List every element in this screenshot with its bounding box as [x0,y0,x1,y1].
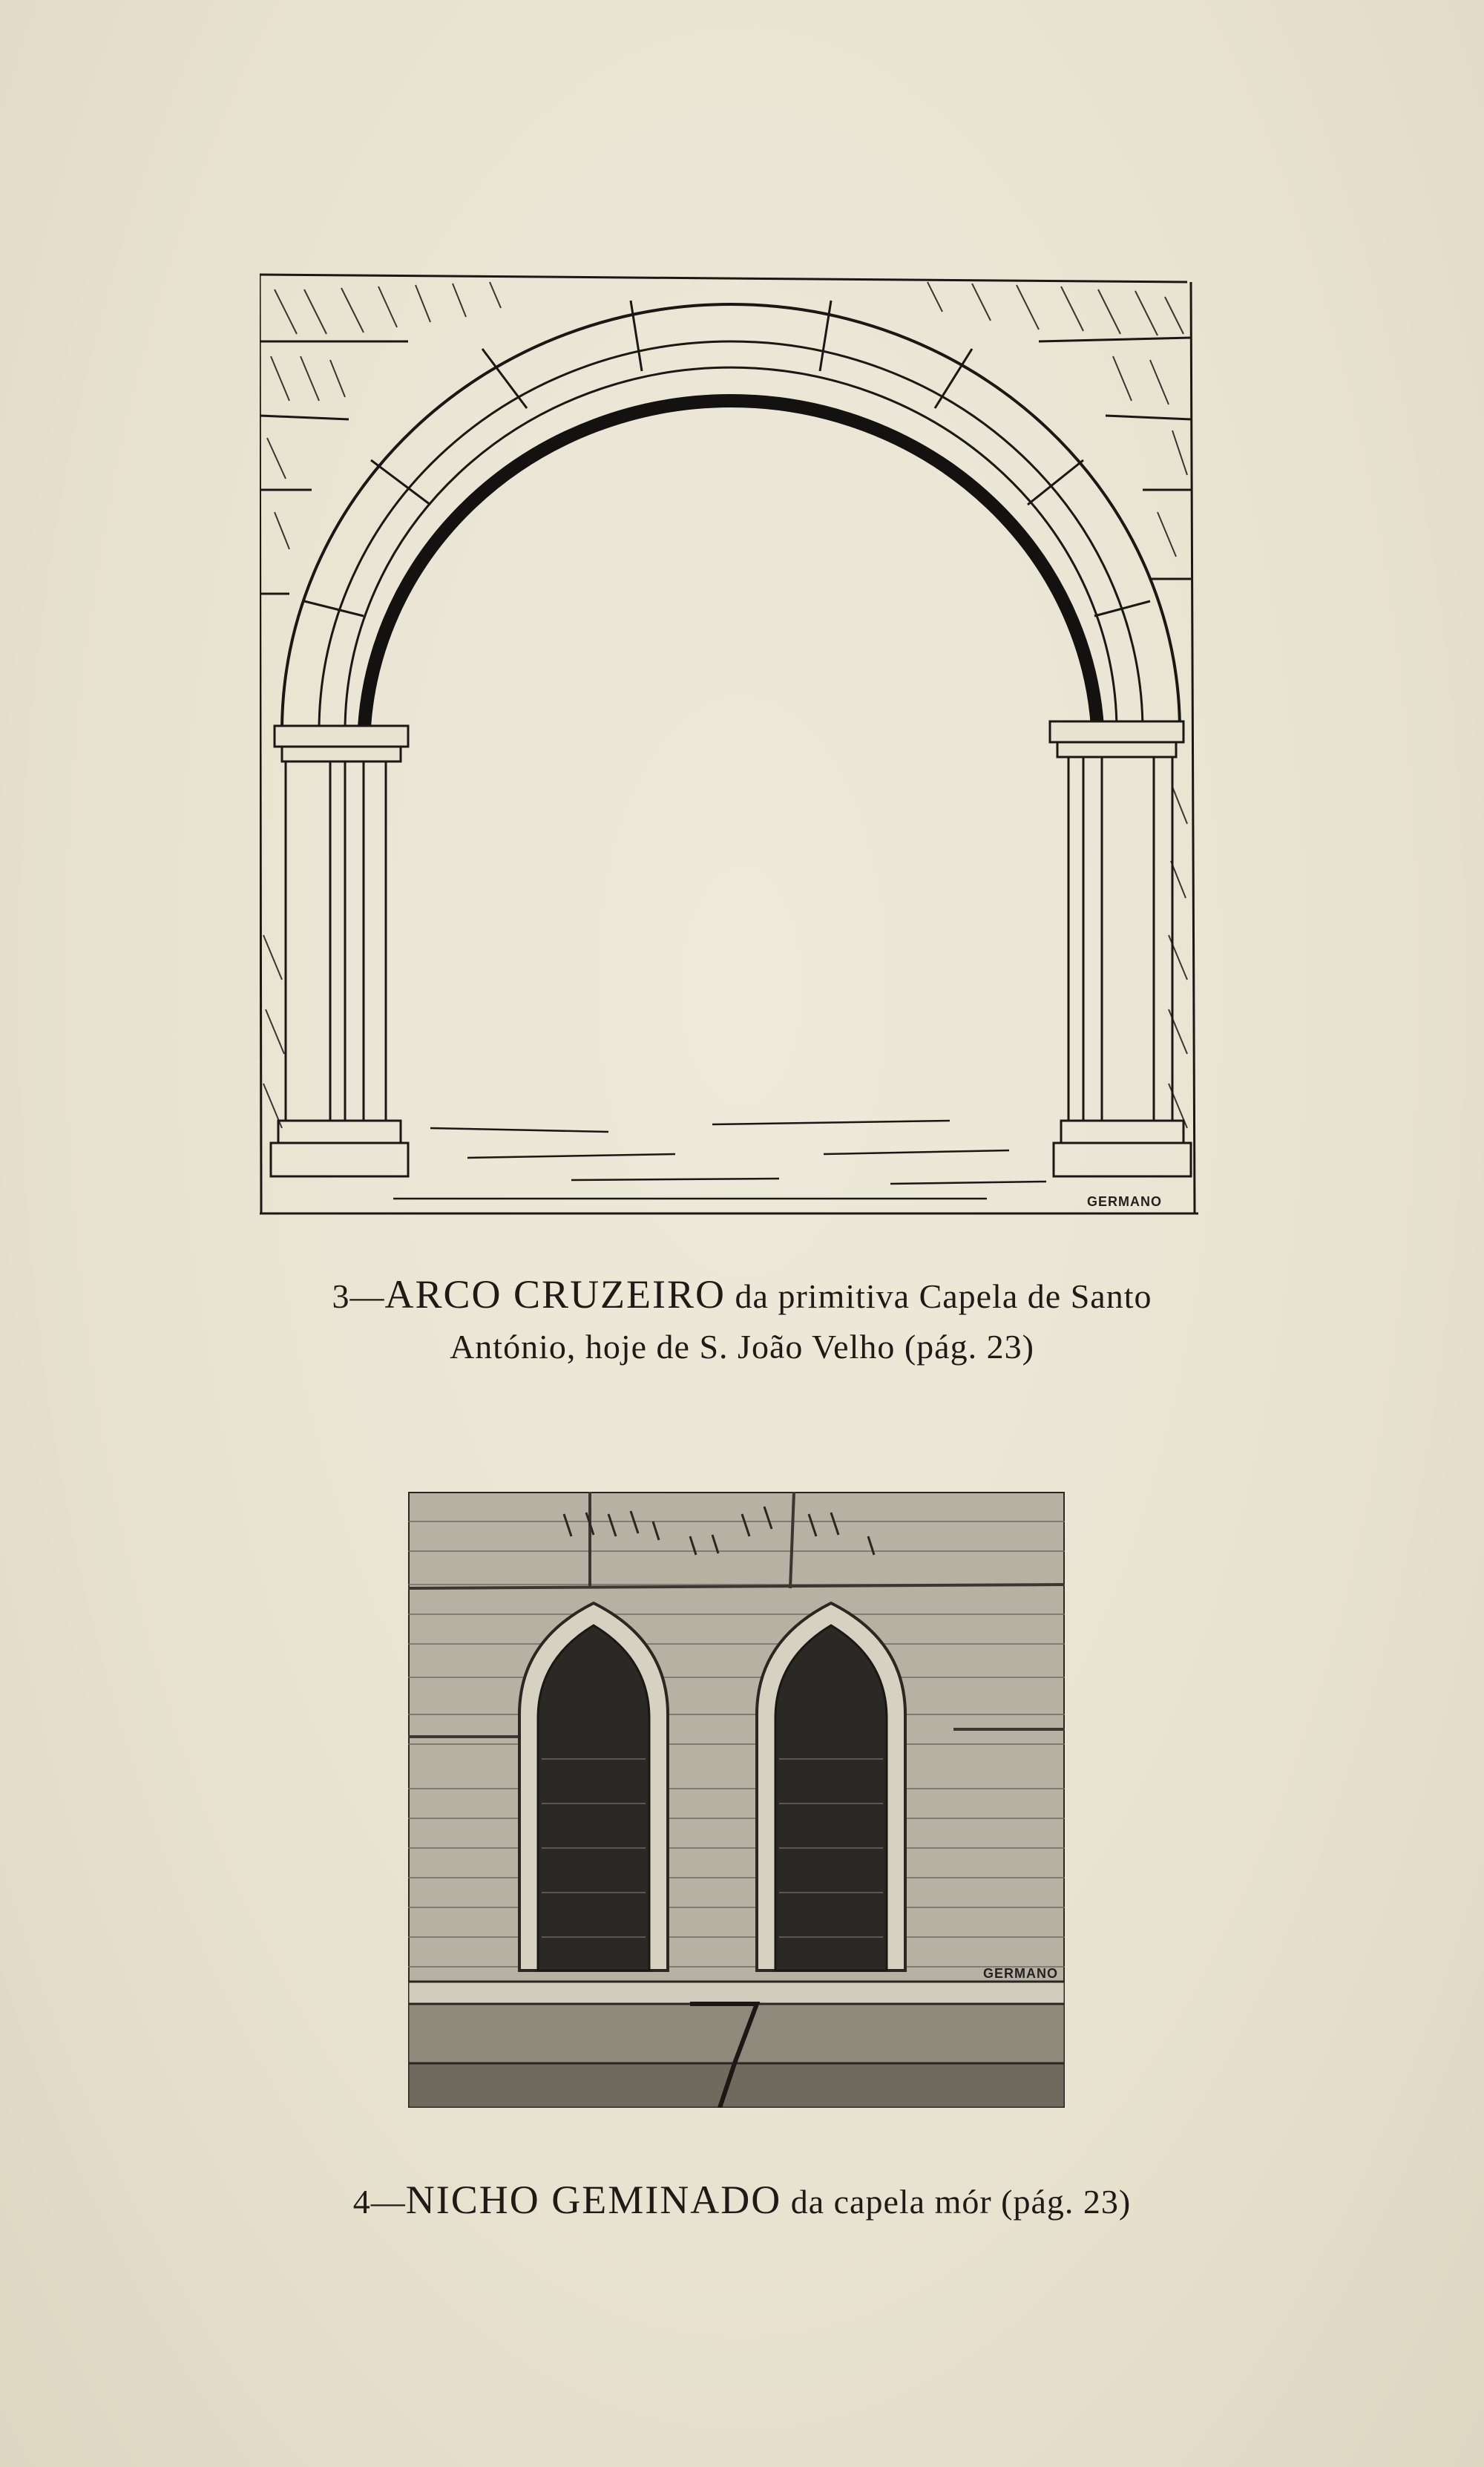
figure-3-caption-line-1 [0,1269,1484,1322]
figure-4-title: NICHO GEMINADO [405,2178,782,2222]
artist-signature: GERMANO [1087,1194,1162,1209]
figure-3-caption-text: da primitiva Capela de Santo [726,1277,1152,1315]
figure-3-caption [0,1269,1484,1372]
figure-4-caption-text: da capela mór (pág. 23) [781,2183,1132,2221]
arch-illustration [260,267,1202,1217]
figure-4-caption [0,2175,1484,2227]
figure-4-number: 4— [352,2183,406,2221]
artist-signature: GERMANO [983,1966,1058,1981]
figure-3-title: ARCO CRUZEIRO [384,1272,726,1317]
figure-3-number: 3— [332,1277,385,1315]
twin-niche-illustration [408,1492,1065,2108]
figure-3-caption-line-2: António, hoje de S. João Velho (pág. 23) [450,1328,1034,1366]
